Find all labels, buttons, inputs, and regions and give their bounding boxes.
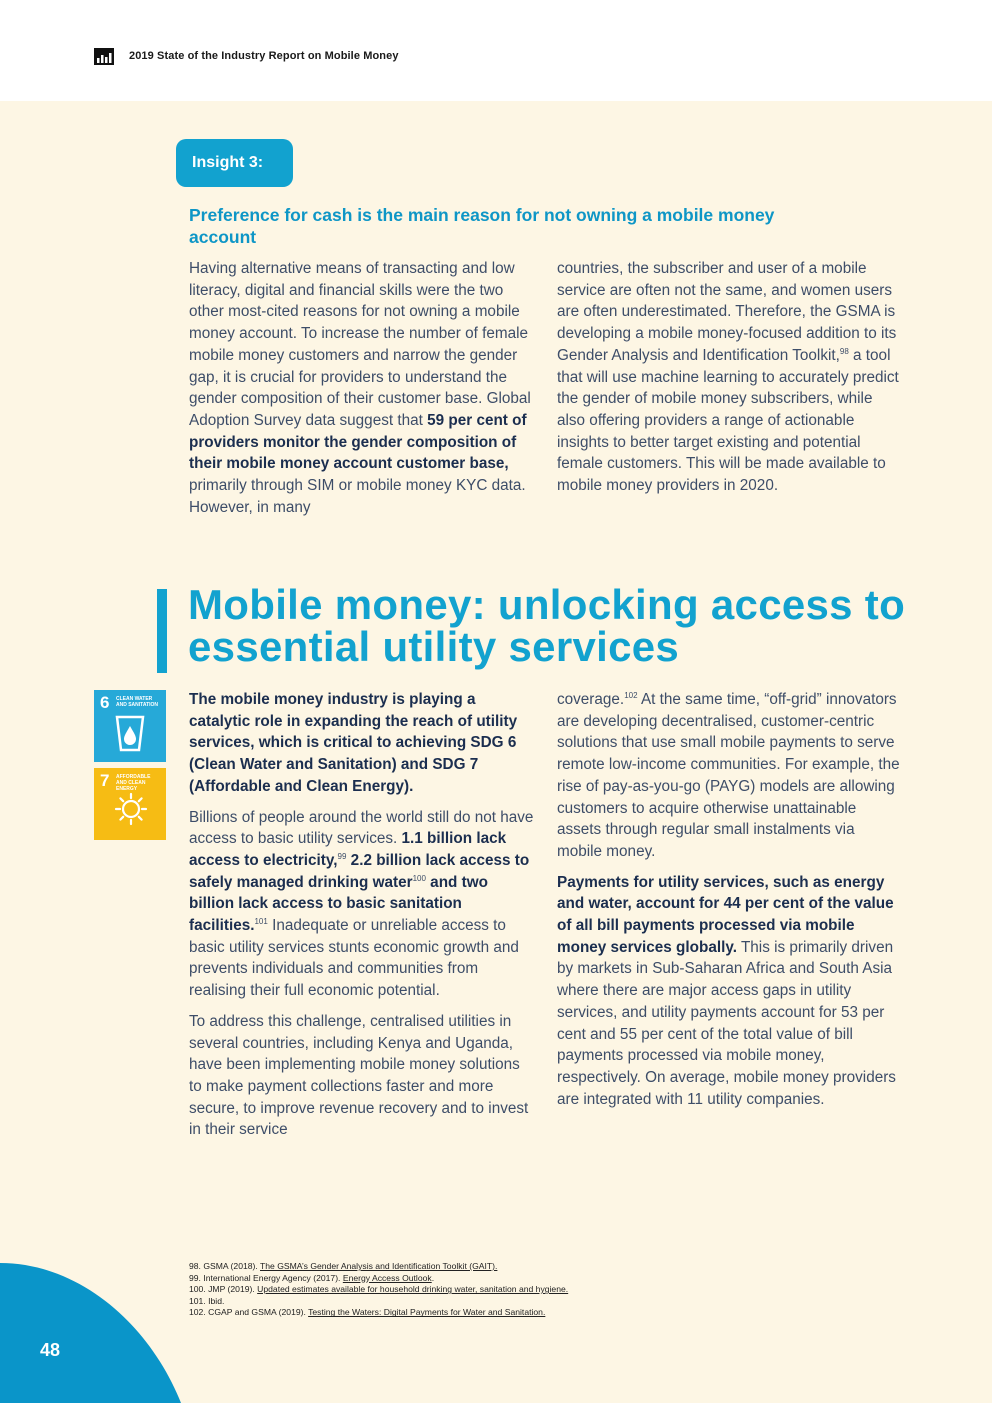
section-accent-bar xyxy=(157,589,167,673)
footnote-link[interactable]: The GSMA’s Gender Analysis and Identification Toolkit (GAIT). xyxy=(260,1261,498,1271)
insight-column-left xyxy=(189,258,534,527)
footnote-link[interactable]: Updated estimates available for household drinking water, sanitation and hygiene. xyxy=(257,1284,569,1295)
section-column-left xyxy=(189,689,534,1150)
sdg7-number: 7 xyxy=(100,771,110,790)
body-paragraph: Billions of people around the world still do not have access to basic utility services. 1.1 billion lack access to electricity,$^{99}$ 2.2 billion lack access to safely managed drinking water$^{100}$ and two billion lack access to basic sanitation facilities.$^{101}$ Inadequate or unreliable access to basic utility services stunts economic growth and prevents individuals and communities from realising their full economic potential. xyxy=(189,808,534,1000)
sdg7-label: AFFORDABLE AND CLEAN ENERGY xyxy=(116,774,151,792)
section-title: Mobile money: unlocking access to essential utility services xyxy=(188,581,906,670)
sdg6-badge xyxy=(94,690,166,762)
page-number: 48 xyxy=(40,1340,61,1360)
footnote-ref: 101 xyxy=(254,916,268,926)
insight-paragraph: Having alternative means of transacting and low literacy, digital and financial skills were the two other most-cited reasons for not owning a mobile money account. To increase the number of female mobile money customers and narrow the gender gap, it is crucial for providers to understand the gender composition of their customer base. Global Adoption Survey data suggest that 59 per cent of providers monitor the gender composition of their mobile money account customer base, primarily through SIM or mobile money KYC data. However, in many xyxy=(189,260,531,516)
page-header xyxy=(0,0,992,101)
footnote-ref: 99 xyxy=(337,851,347,861)
sdg6-label: CLEAN WATER AND SANITATION xyxy=(116,696,159,708)
footnote: 98. GSMA (2018). The GSMA’s Gender Analysis and Identification Toolkit (GAIT). xyxy=(189,1261,498,1271)
water-drop-icon xyxy=(114,714,146,754)
footnote-link[interactable]: Energy Access Outlook xyxy=(342,1272,432,1283)
insight-badge: Insight 3: xyxy=(176,139,293,187)
footnote-ref: 102 xyxy=(624,690,638,700)
lead-paragraph: The mobile money industry is playing a catalytic role in expanding the reach of utility services, which is critical to achieving SDG 6 (Clean Water and Sanitation) and SDG 7 (Affordable and Clean Energy). xyxy=(189,691,518,795)
insight-paragraph: countries, the subscriber and user of a mobile service are often not the same, and women users are often underestimated. Therefore, the GSMA is developing a mobile money-focused addition to its Gender Analysis and Identification Toolkit,$^{98}$ a tool that will use machine learning to accurately predict the gender of mobile money subscribers, while also offering providers a range of actionable insights to better target existing and potential female customers. This will be made available to mobile money providers in 2020. xyxy=(557,260,899,495)
footnote-link[interactable]: Testing the Waters: Digital Payments for Water and Sanitation. xyxy=(308,1307,546,1318)
insight-title: Preference for cash is the main reason for not owning a mobile money account xyxy=(189,205,775,247)
report-icon xyxy=(94,48,114,65)
footnote-ref: 100 xyxy=(412,873,426,883)
report-title: 2019 State of the Industry Report on Mobile Money xyxy=(129,50,399,62)
footnote: 101. Ibid. xyxy=(189,1295,225,1306)
page-corner-shape xyxy=(0,1230,200,1403)
body-paragraph: To address this challenge, centralised utilities in several countries, including Kenya and Uganda, have been implementing mobile money solutions to make payment collections faster and more secure, to improve revenue recovery and to invest in their service xyxy=(189,1012,529,1139)
body-paragraph: coverage.$^{102}$ At the same time, “off-grid” innovators are developing decentralised, customer-centric solutions that use small mobile payments to serve remote low-income communities. For example, the rise of pay-as-you-go (PAYG) models are allowing customers to acquire otherwise unattainable assets through regular small instalments via mobile money. xyxy=(557,690,900,860)
footnote: 100. JMP (2019). Updated estimates available for household drinking water, sanitation and hygiene. xyxy=(189,1284,569,1295)
body-paragraph: Payments for utility services, such as energy and water, account for 44 per cent of the value of all bill payments processed via mobile money services globally. This is primarily driven by markets in Sub-Saharan Africa and South Asia where there are major access gaps in utility services, and utility payments account for 53 per cent and 55 per cent of the total value of bill payments processed via mobile money, respectively. On average, mobile money providers are integrated with 11 utility companies. xyxy=(557,873,896,1108)
footnotes xyxy=(189,1261,889,1319)
insight-column-right xyxy=(557,258,902,506)
sdg6-number: 6 xyxy=(100,693,110,712)
section-column-right xyxy=(557,689,902,1119)
footnote: 102. CGAP and GSMA (2019). Testing the Waters: Digital Payments for Water and Sanitation. xyxy=(189,1307,546,1318)
highlight-text: 59 per cent of providers monitor the gender composition of their mobile money account customer base, xyxy=(189,411,527,473)
sun-icon xyxy=(114,792,148,826)
footnote: 99. International Energy Agency (2017). Energy Access Outlook. xyxy=(189,1272,435,1283)
footnote-ref: 98 xyxy=(839,346,849,356)
sdg7-badge xyxy=(94,768,166,840)
